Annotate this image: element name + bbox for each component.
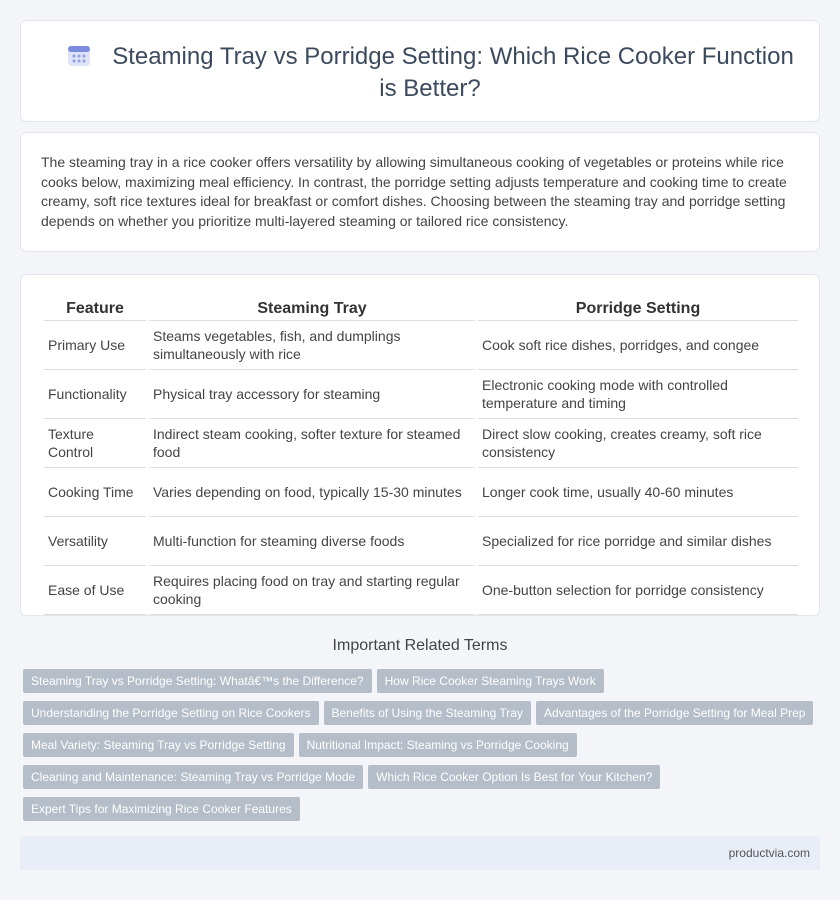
header-steaming-tray: Steaming Tray <box>149 297 475 321</box>
footer-site-link[interactable]: productvia.com <box>728 846 810 860</box>
related-term-link[interactable]: Which Rice Cooker Option Is Best for Your Kitchen? <box>368 765 660 789</box>
cell-steaming-tray: Indirect steam cooking, softer texture for steamed food <box>149 419 475 468</box>
cell-porridge-setting: Longer cook time, usually 40-60 minutes <box>478 468 798 517</box>
related-term-link[interactable]: How Rice Cooker Steaming Trays Work <box>377 669 604 693</box>
cell-porridge-setting: Specialized for rice porridge and similar dishes <box>478 517 798 566</box>
related-terms-list <box>23 669 823 829</box>
calendar-icon <box>66 42 92 68</box>
table-row <box>44 321 798 370</box>
table-row <box>44 370 798 419</box>
intro-card <box>20 132 820 252</box>
title-card <box>20 20 820 122</box>
cell-steaming-tray: Requires placing food on tray and starting regular cooking <box>149 566 475 615</box>
cell-porridge-setting: Direct slow cooking, creates creamy, soft rice consistency <box>478 419 798 468</box>
cell-steaming-tray: Physical tray accessory for steaming <box>149 370 475 419</box>
cell-steaming-tray: Multi-function for steaming diverse foods <box>149 517 475 566</box>
cell-steaming-tray: Steams vegetables, fish, and dumplings simultaneously with rice <box>149 321 475 370</box>
cell-feature: Texture Control <box>44 419 146 468</box>
cell-feature: Ease of Use <box>44 566 146 615</box>
cell-porridge-setting: Electronic cooking mode with controlled temperature and timing <box>478 370 798 419</box>
page-title <box>61 41 799 105</box>
cell-feature: Cooking Time <box>44 468 146 517</box>
related-term-link[interactable]: Steaming Tray vs Porridge Setting: Whatâ€™s the Difference? <box>23 669 372 693</box>
related-term-link[interactable]: Meal Variety: Steaming Tray vs Porridge Setting <box>23 733 294 757</box>
header-porridge-setting: Porridge Setting <box>478 297 798 321</box>
footer <box>20 836 820 870</box>
comparison-table-card <box>20 274 820 616</box>
related-term-link[interactable]: Expert Tips for Maximizing Rice Cooker Features <box>23 797 300 821</box>
intro-paragraph: The steaming tray in a rice cooker offers versatility by allowing simultaneous cooking of vegetables or proteins while rice cooks below, maximizing meal efficiency. In contrast, the porridge setting adjusts temperature and cooking time to create creamy, soft rice textures ideal for breakfast or comfort dishes. Choosing between the steaming tray and porridge setting depends on whether you prioritize multi-layered steaming or tailored rice consistency. <box>41 154 787 229</box>
comparison-table <box>41 297 801 615</box>
related-terms-heading: Important Related Terms <box>332 637 508 654</box>
cell-porridge-setting: Cook soft rice dishes, porridges, and congee <box>478 321 798 370</box>
table-row <box>44 419 798 468</box>
page-title-text: Steaming Tray vs Porridge Setting: Which Rice Cooker Function is Better? <box>112 43 794 102</box>
related-term-link[interactable]: Cleaning and Maintenance: Steaming Tray vs Porridge Mode <box>23 765 363 789</box>
related-term-link[interactable]: Understanding the Porridge Setting on Rice Cookers <box>23 701 319 725</box>
cell-feature: Primary Use <box>44 321 146 370</box>
cell-steaming-tray: Varies depending on food, typically 15-30 minutes <box>149 468 475 517</box>
table-row <box>44 566 798 615</box>
header-feature: Feature <box>44 297 146 321</box>
cell-porridge-setting: One-button selection for porridge consistency <box>478 566 798 615</box>
related-term-link[interactable]: Nutritional Impact: Steaming vs Porridge Cooking <box>299 733 577 757</box>
cell-feature: Versatility <box>44 517 146 566</box>
related-term-link[interactable]: Advantages of the Porridge Setting for Meal Prep <box>536 701 814 725</box>
cell-feature: Functionality <box>44 370 146 419</box>
related-term-link[interactable]: Benefits of Using the Steaming Tray <box>324 701 531 725</box>
table-header-row <box>44 297 798 321</box>
table-row <box>44 517 798 566</box>
table-row <box>44 468 798 517</box>
